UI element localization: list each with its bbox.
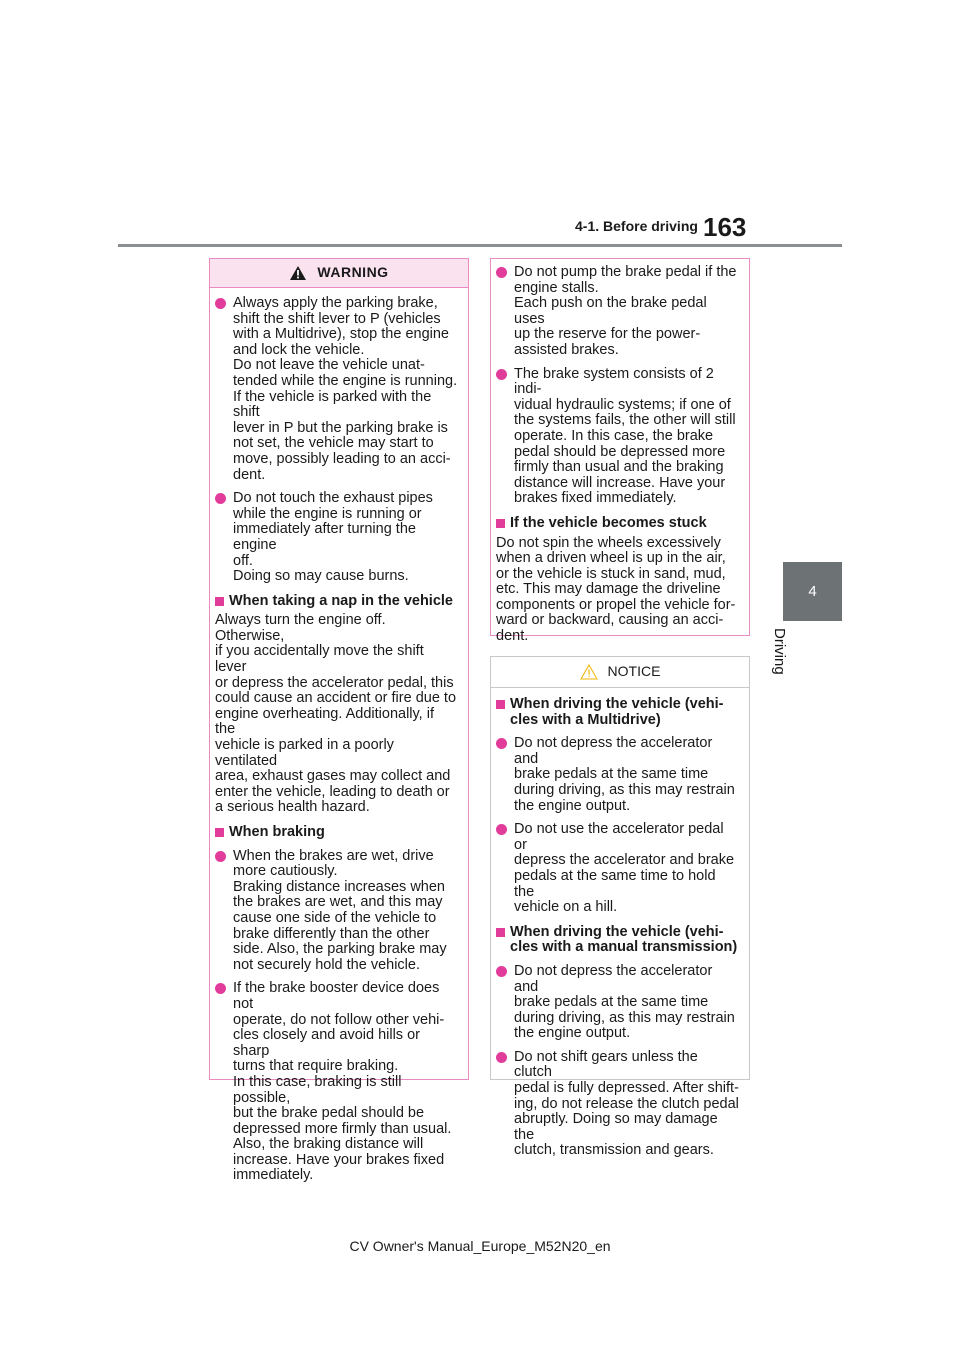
subheading: When taking a nap in the vehicle	[215, 594, 458, 610]
list-item: Do not depress the accelerator and brake pedals at the same time during driving, as this may restrain the engine output.	[496, 964, 739, 1042]
subheading: When driving the vehicle (vehi- cles with a manual transmission)	[496, 925, 739, 956]
subheading: When driving the vehicle (vehi- cles with a Multidrive)	[496, 697, 739, 728]
paragraph: Always turn the engine off. Otherwise, if you accidentally move the shift lever or depress the accelerator pedal, this could cause an accident or fire due to engine overheating. Additionally, if the vehicle is parked in a poorly ventilated area, exhaust gases may collect and enter the vehicle, leading to death or a serious health hazard.	[215, 612, 457, 816]
footer-text: CV Owner's Manual_Europe_M52N20_en	[349, 1238, 611, 1254]
list-item: Do not touch the exhaust pipes while the engine is running or immediately after turning the engine off. Doing so may cause burns.	[215, 491, 458, 585]
subheading: If the vehicle becomes stuck	[496, 516, 739, 532]
header-rule	[118, 244, 842, 247]
bullet-icon	[496, 824, 507, 835]
page-number: 163	[703, 212, 747, 242]
bullet-icon	[496, 267, 507, 278]
chapter-label: Driving	[771, 628, 788, 675]
square-bullet-icon	[496, 519, 505, 528]
list-item: Do not depress the accelerator and brake pedals at the same time during driving, as this may restrain the engine output.	[496, 736, 739, 814]
list-item: If the brake booster device does not operate, do not follow other vehi- cles closely and avoid hills or sharp turns that require braking. In this case, braking is still possible, but the brake pedal should be depressed more firmly than usual. Also, the braking distance will increase. Have your brakes fixed immediately.	[215, 981, 458, 1184]
square-bullet-icon	[215, 828, 224, 837]
paragraph: Do not spin the wheels excessively when a driven wheel is up in the air, or the vehicle is stuck in sand, mud, etc. This may damage the driveline components or propel the vehicle for- ward or backward, causing an acci- dent.	[496, 534, 736, 645]
bullet-icon	[496, 738, 507, 749]
bullet-icon	[215, 298, 226, 309]
square-bullet-icon	[215, 597, 224, 606]
bullet-icon	[215, 983, 226, 994]
list-item: Do not shift gears unless the clutch pedal is fully depressed. After shift- ing, do not release the clutch pedal abruptly. Doing so may damage the clutch, transmission and gears.	[496, 1050, 739, 1159]
chapter-tab[interactable]: 4	[783, 562, 842, 621]
subheading: When braking	[215, 825, 458, 841]
warning-box-continued	[490, 258, 750, 645]
bullet-icon	[496, 369, 507, 380]
caution-triangle-icon	[580, 664, 598, 680]
notice-title: NOTICE	[491, 657, 749, 688]
warning-box	[209, 258, 469, 1184]
bullet-icon	[215, 493, 226, 504]
section-title: 4-1. Before driving	[575, 218, 698, 234]
square-bullet-icon	[496, 928, 505, 937]
list-item: Do not pump the brake pedal if the engine stalls. Each push on the brake pedal uses up the reserve for the power- assisted brakes.	[496, 265, 739, 359]
list-item: Do not use the accelerator pedal or depress the accelerator and brake pedals at the same time to hold the vehicle on a hill.	[496, 822, 739, 916]
bullet-icon	[215, 851, 226, 862]
warning-title: WARNING	[210, 259, 468, 288]
list-item: Always apply the parking brake, shift the shift lever to P (vehicles with a Multidrive), stop the engine and lock the vehicle. Do not leave the vehicle unat- tended while the engine is running. If the vehicle is parked with the shift lever in P but the parking brake is not set, the vehicle may start to move, possibly leading to an acci- dent.	[215, 296, 458, 483]
list-item: When the brakes are wet, drive more cautiously. Braking distance increases when the brakes are wet, and this may cause one side of the vehicle to brake differently than the other side. Also, the parking brake may not securely hold the vehicle.	[215, 849, 458, 974]
list-item: The brake system consists of 2 indi- vidual hydraulic systems; if one of the systems fails, the other will still operate. In this case, the brake pedal should be depressed more firmly than usual and the braking distance will increase. Have your brakes fixed immediately.	[496, 367, 739, 507]
bullet-icon	[496, 966, 507, 977]
square-bullet-icon	[496, 700, 505, 709]
bullet-icon	[496, 1052, 507, 1063]
notice-box	[490, 656, 750, 1159]
warning-triangle-icon	[289, 265, 307, 281]
